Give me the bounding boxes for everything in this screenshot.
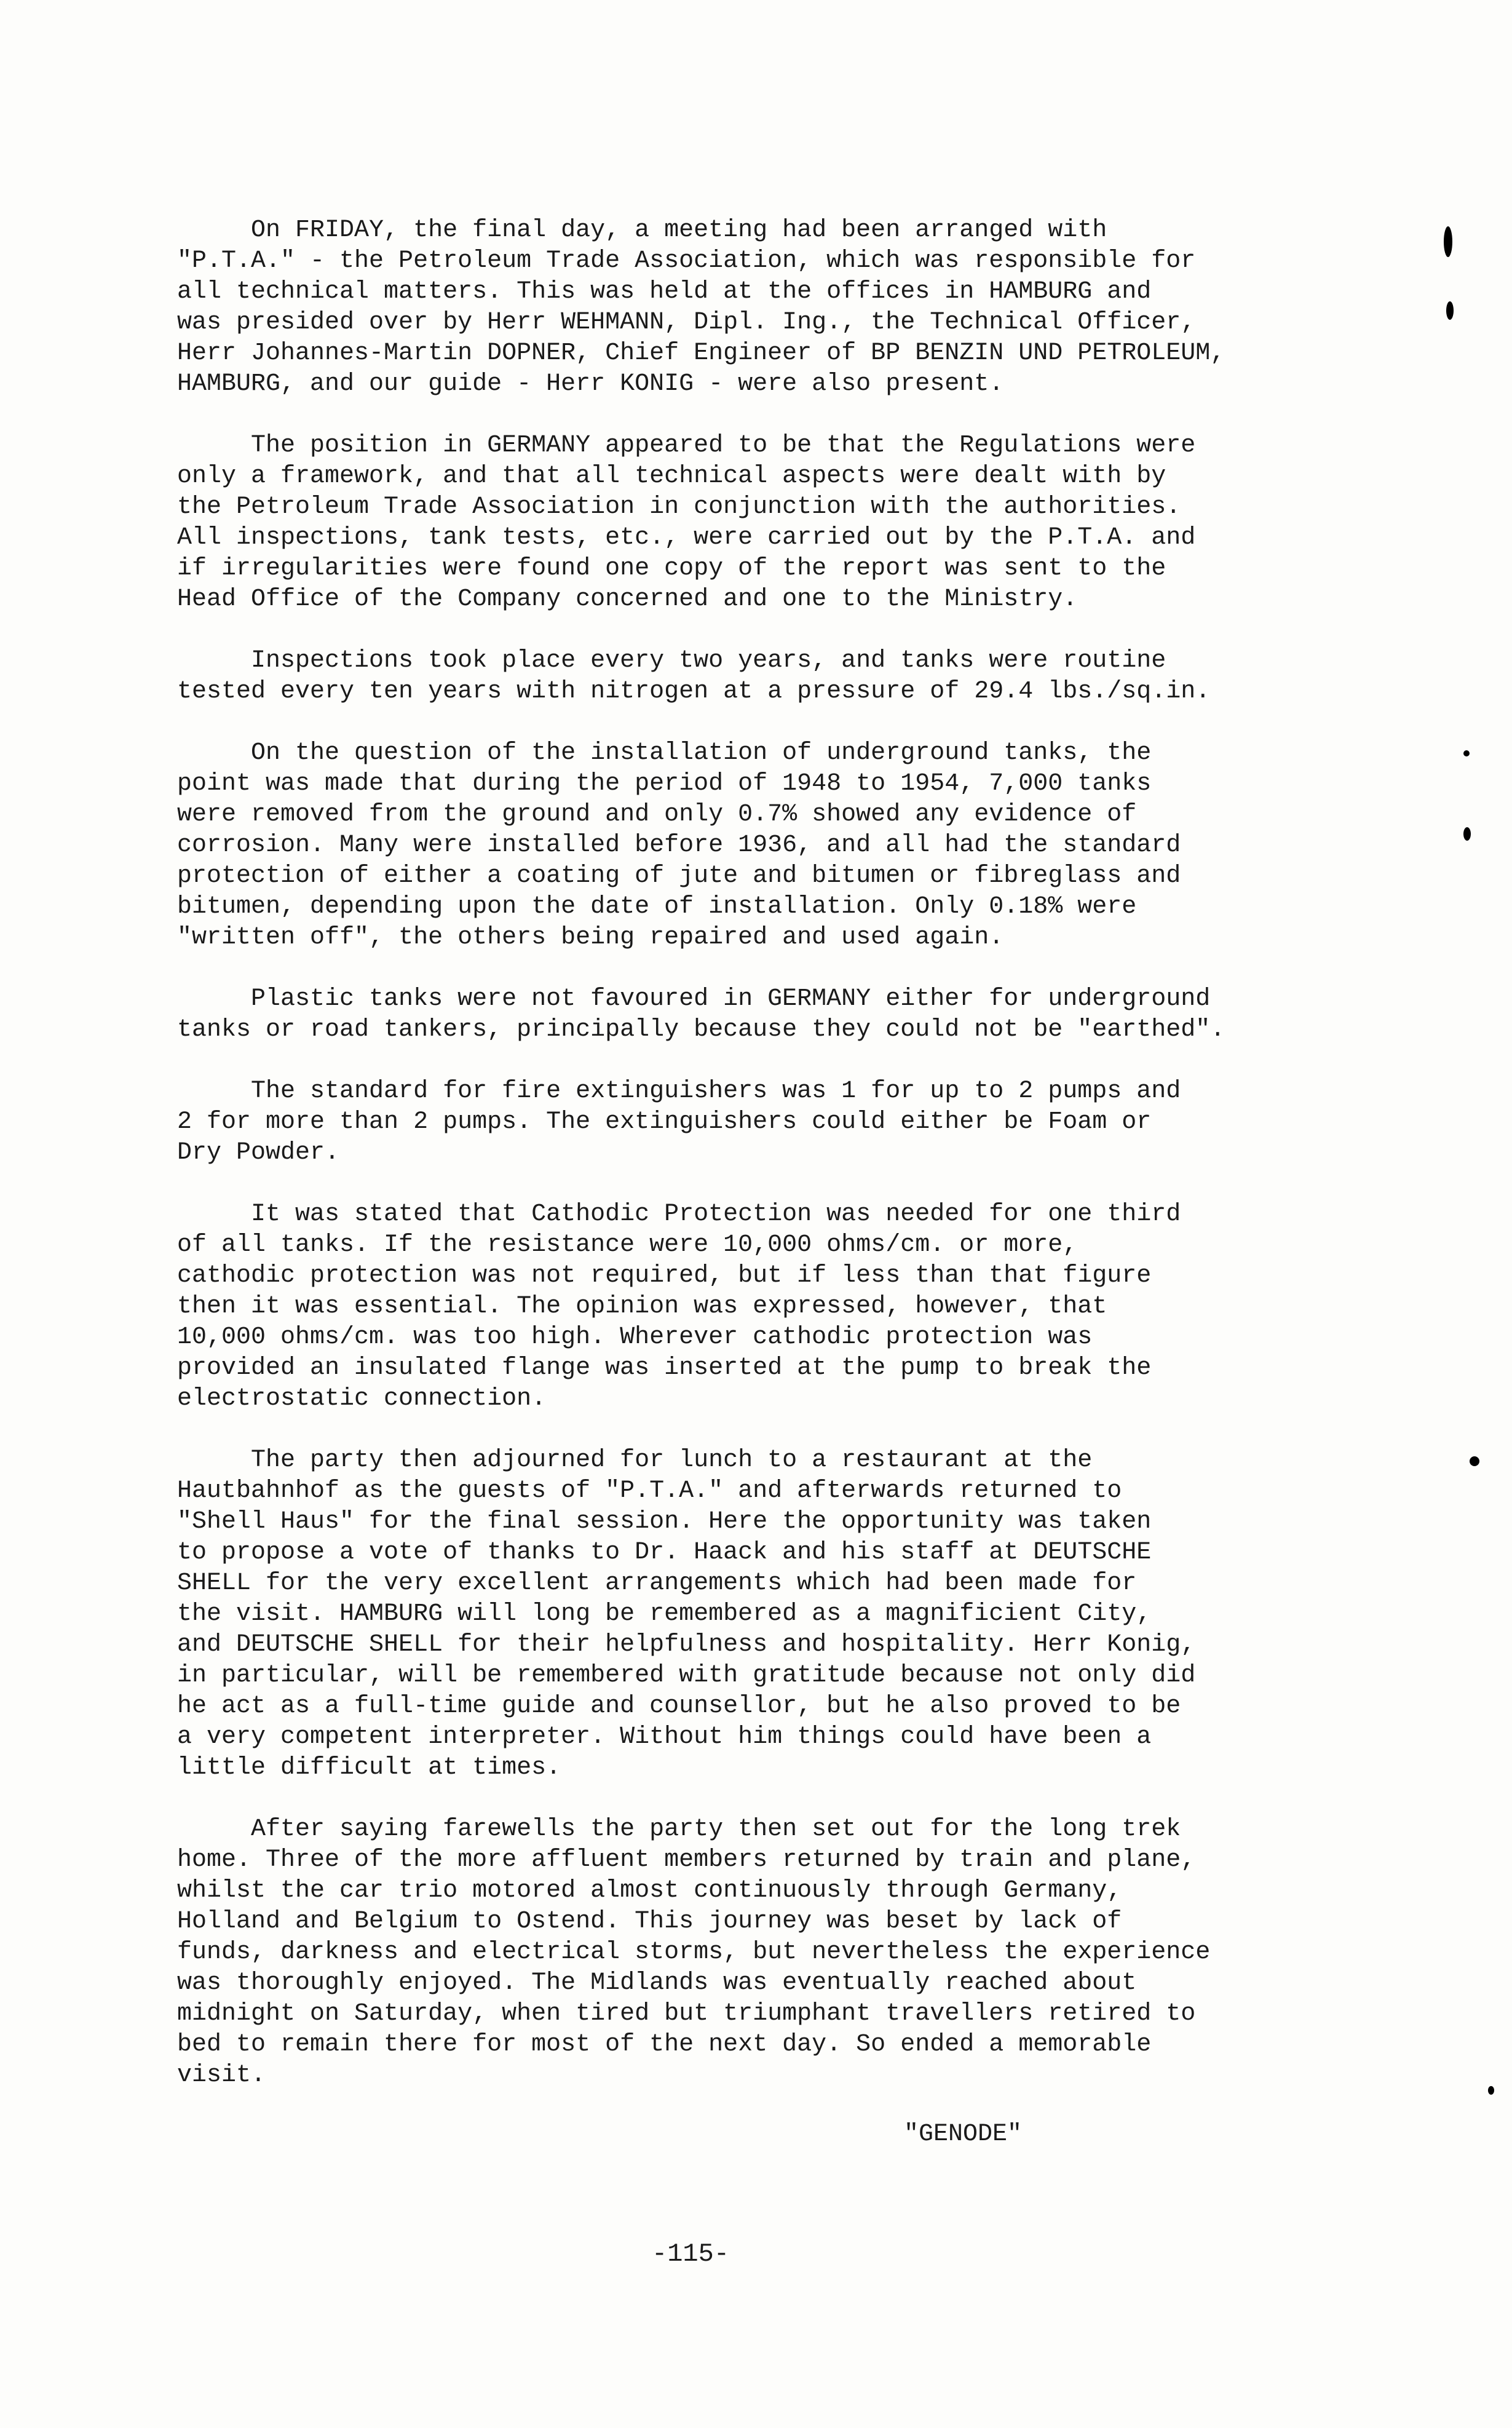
text-line: all technical matters. This was held at the offices in HAMBURG and: [177, 278, 1152, 306]
text-line: whilst the car trio motored almost continuously through Germany,: [177, 1877, 1122, 1905]
text-line: point was made that during the period of 1948 to 1954, 7,000 tanks: [177, 770, 1152, 798]
paragraph: [177, 738, 1284, 953]
text-line: bed to remain there for most of the next day. So ended a memorable: [177, 2031, 1152, 2058]
text-line: tanks or road tankers, principally because they could not be "earthed".: [177, 1016, 1225, 1044]
paragraph: [177, 1199, 1284, 1414]
paragraph: [177, 1814, 1284, 2091]
text-line: midnight on Saturday, when tired but triumphant travellers retired to: [177, 2000, 1196, 2028]
text-line: 10,000 ohms/cm. was too high. Wherever cathodic protection was: [177, 1323, 1093, 1351]
text-line: SHELL for the very excellent arrangements which had been made for: [177, 1569, 1137, 1597]
text-line: the Petroleum Trade Association in conjunction with the authorities.: [177, 493, 1181, 521]
signature: "GENODE": [904, 2121, 1023, 2148]
punch-hole-mark: [1488, 2086, 1494, 2095]
paragraph: [177, 215, 1284, 400]
paragraph: [177, 984, 1284, 1045]
paragraph: [177, 1076, 1284, 1168]
text-line: and DEUTSCHE SHELL for their helpfulness and hospitality. Herr Konig,: [177, 1631, 1196, 1659]
text-line: HAMBURG, and our guide - Herr KONIG - were also present.: [177, 370, 1004, 398]
text-line: "P.T.A." - the Petroleum Trade Association, which was responsible for: [177, 247, 1196, 275]
text-line: Inspections took place every two years, and tanks were routine: [177, 647, 1166, 675]
text-line: The position in GERMANY appeared to be that the Regulations were: [177, 432, 1196, 459]
text-line: he act as a full-time guide and counsellor, but he also proved to be: [177, 1692, 1181, 1720]
punch-hole-mark: [1463, 750, 1470, 756]
text-line: All inspections, tank tests, etc., were carried out by the P.T.A. and: [177, 524, 1196, 552]
text-line: On FRIDAY, the final day, a meeting had been arranged with: [177, 216, 1107, 244]
punch-hole-mark: [1446, 301, 1454, 320]
text-line: funds, darkness and electrical storms, but nevertheless the experience: [177, 1938, 1211, 1966]
document-body: [177, 215, 1284, 2122]
text-line: provided an insulated flange was inserted at the pump to break the: [177, 1354, 1152, 1382]
text-line: bitumen, depending upon the date of installation. Only 0.18% were: [177, 893, 1137, 921]
text-line: in particular, will be remembered with gratitude because not only did: [177, 1662, 1196, 1689]
text-line: "written off", the others being repaired and used again.: [177, 924, 1004, 951]
text-line: Head Office of the Company concerned and one to the Ministry.: [177, 585, 1078, 613]
text-line: 2 for more than 2 pumps. The extinguishers could either be Foam or: [177, 1108, 1152, 1136]
paragraph: [177, 430, 1284, 615]
punch-hole-mark: [1463, 827, 1471, 841]
text-line: It was stated that Cathodic Protection was needed for one third: [177, 1200, 1181, 1228]
text-line: only a framework, and that all technical aspects were dealt with by: [177, 462, 1166, 490]
text-line: The party then adjourned for lunch to a restaurant at the: [177, 1446, 1093, 1474]
punch-hole-mark: [1470, 1456, 1479, 1466]
text-line: cathodic protection was not required, but if less than that figure: [177, 1262, 1152, 1290]
page-number: -115-: [652, 2239, 730, 2269]
text-line: After saying farewells the party then set out for the long trek: [177, 1815, 1181, 1843]
text-line: was presided over by Herr WEHMANN, Dipl. Ing., the Technical Officer,: [177, 309, 1196, 336]
paragraph: [177, 1445, 1284, 1783]
text-line: protection of either a coating of jute and bitumen or fibreglass and: [177, 862, 1181, 890]
text-line: visit.: [177, 2061, 266, 2089]
text-line: were removed from the ground and only 0.7% showed any evidence of: [177, 801, 1137, 828]
paragraph: [177, 646, 1284, 707]
text-line: was thoroughly enjoyed. The Midlands was eventually reached about: [177, 1969, 1137, 1997]
text-line: The standard for fire extinguishers was 1 for up to 2 pumps and: [177, 1077, 1181, 1105]
text-line: Dry Powder.: [177, 1139, 340, 1167]
text-line: Herr Johannes-Martin DOPNER, Chief Engineer of BP BENZIN UND PETROLEUM,: [177, 339, 1225, 367]
text-line: home. Three of the more affluent members returned by train and plane,: [177, 1846, 1196, 1874]
text-line: Hautbahnhof as the guests of "P.T.A." and afterwards returned to: [177, 1477, 1122, 1505]
text-line: corrosion. Many were installed before 1936, and all had the standard: [177, 831, 1181, 859]
text-line: a very competent interpreter. Without him things could have been a: [177, 1723, 1152, 1751]
text-line: Plastic tanks were not favoured in GERMANY either for underground: [177, 985, 1211, 1013]
text-line: of all tanks. If the resistance were 10,000 ohms/cm. or more,: [177, 1231, 1078, 1259]
text-line: the visit. HAMBURG will long be remembered as a magnificient City,: [177, 1600, 1152, 1628]
text-line: tested every ten years with nitrogen at a pressure of 29.4 lbs./sq.in.: [177, 678, 1211, 705]
text-line: electrostatic connection.: [177, 1385, 547, 1413]
text-line: Holland and Belgium to Ostend. This journey was beset by lack of: [177, 1908, 1122, 1935]
text-line: to propose a vote of thanks to Dr. Haack and his staff at DEUTSCHE: [177, 1539, 1152, 1566]
text-line: "Shell Haus" for the final session. Here the opportunity was taken: [177, 1508, 1152, 1536]
text-line: little difficult at times.: [177, 1754, 561, 1782]
text-line: then it was essential. The opinion was expressed, however, that: [177, 1293, 1107, 1320]
text-line: On the question of the installation of underground tanks, the: [177, 739, 1152, 767]
text-line: if irregularities were found one copy of the report was sent to the: [177, 555, 1166, 582]
punch-hole-mark: [1444, 226, 1452, 257]
